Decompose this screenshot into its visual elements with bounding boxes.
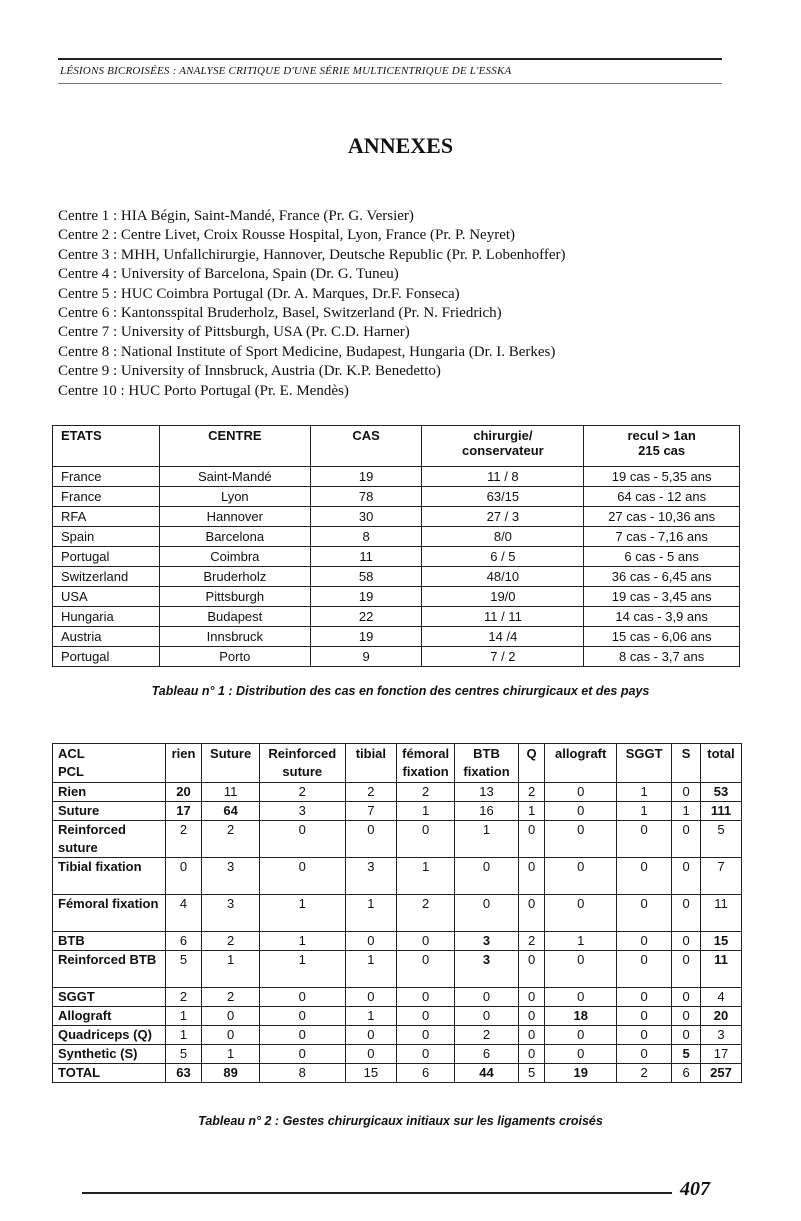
col-header-line1: Q: [526, 746, 537, 761]
col-header-chirurgie: [422, 426, 584, 467]
header-rule-bottom: [58, 83, 722, 84]
col-header-recul-line1: recul > 1an: [627, 428, 696, 443]
table-cell: 20: [165, 783, 202, 802]
table1-caption: Tableau n° 1 : Distribution des cas en fonction des centres chirurgicaux et des pays: [151, 684, 650, 698]
row-header: Rien: [53, 783, 166, 802]
table-cell: 0: [396, 1007, 454, 1026]
table-row: [53, 1007, 742, 1026]
table-cell: 0: [455, 988, 518, 1007]
table-cell: 3: [259, 802, 345, 821]
table-cell: 19: [545, 1064, 617, 1083]
table-cell: 0: [672, 783, 701, 802]
table-row: [53, 467, 740, 487]
cell-cas: 78: [310, 487, 422, 507]
table-cell: 1: [345, 951, 396, 988]
table-cell: 0: [345, 988, 396, 1007]
cell-centre: Lyon: [159, 487, 310, 507]
table-cell: 1: [202, 951, 259, 988]
table-cell: 5: [165, 1045, 202, 1064]
table-cell: 2: [396, 783, 454, 802]
table-cell: 0: [545, 821, 617, 858]
table-cell: 4: [165, 895, 202, 932]
table-row: [53, 547, 740, 567]
table-row: [53, 647, 740, 667]
table-cell: 0: [345, 1026, 396, 1045]
table-cell: 11: [700, 951, 741, 988]
col-header-line1: fémoral: [402, 746, 450, 761]
footer-rule: [82, 1192, 672, 1194]
table-cell: 2: [202, 932, 259, 951]
col-header-line1: rien: [171, 746, 196, 761]
table-cell: 2: [518, 783, 545, 802]
table-cell: 1: [165, 1026, 202, 1045]
table-cell: 0: [396, 1045, 454, 1064]
table-cell: 5: [518, 1064, 545, 1083]
centre-item: Centre 5 : HUC Coimbra Portugal (Dr. A. Marques, Dr.F. Fonseca): [58, 285, 460, 302]
table-cell: 20: [700, 1007, 741, 1026]
cell-cas: 19: [310, 587, 422, 607]
cell-chirurgie: 11 / 11: [422, 607, 584, 627]
row-header: Quadriceps (Q): [53, 1026, 166, 1045]
table-cell: 0: [617, 988, 672, 1007]
cell-cas: 19: [310, 627, 422, 647]
col-header: [202, 744, 259, 783]
table-cell: 0: [345, 1045, 396, 1064]
table-cell: 0: [672, 895, 701, 932]
header-rule-top: [58, 58, 722, 60]
table-cell: 0: [396, 932, 454, 951]
table-cell: 0: [455, 1007, 518, 1026]
table-row: [53, 1045, 742, 1064]
cell-cas: 8: [310, 527, 422, 547]
table-cell: 0: [396, 951, 454, 988]
table-row: [53, 1026, 742, 1045]
corner-header: [53, 744, 166, 783]
centre-item: Centre 6 : Kantonsspital Bruderholz, Basel, Switzerland (Pr. N. Friedrich): [58, 305, 502, 322]
table-cell: 0: [518, 951, 545, 988]
table-row: [53, 932, 742, 951]
table-cell: 0: [672, 1026, 701, 1045]
cell-etat: Austria: [53, 627, 160, 647]
cell-centre: Barcelona: [159, 527, 310, 547]
col-header-line2: suture: [282, 764, 323, 779]
cell-chirurgie: 8/0: [422, 527, 584, 547]
cell-cas: 22: [310, 607, 422, 627]
col-header: [396, 744, 454, 783]
col-header: [165, 744, 202, 783]
table-row: [53, 507, 740, 527]
table-cell: 0: [518, 1026, 545, 1045]
table-cell: 0: [345, 821, 396, 858]
surgery-table: [52, 743, 742, 1083]
table-cell: 0: [396, 821, 454, 858]
table-cell: 89: [202, 1064, 259, 1083]
table-row: [53, 567, 740, 587]
table-cell: 0: [617, 1007, 672, 1026]
col-header: [455, 744, 518, 783]
table-cell: 2: [202, 821, 259, 858]
table-cell: 63: [165, 1064, 202, 1083]
cell-recul: 36 cas - 6,45 ans: [584, 567, 740, 587]
table-cell: 5: [165, 951, 202, 988]
row-header: Suture: [53, 802, 166, 821]
cell-centre: Bruderholz: [159, 567, 310, 587]
table-cell: 2: [345, 783, 396, 802]
table-cell: 0: [545, 1045, 617, 1064]
cell-etat: Hungaria: [53, 607, 160, 627]
col-header: [259, 744, 345, 783]
row-header: Reinforced suture: [53, 821, 166, 858]
table-cell: 2: [202, 988, 259, 1007]
centre-item: Centre 4 : University of Barcelona, Spain (Dr. G. Tuneu): [58, 266, 399, 283]
table-cell: 7: [345, 802, 396, 821]
table-cell: 5: [700, 821, 741, 858]
cell-etat: Portugal: [53, 547, 160, 567]
table-row: [53, 587, 740, 607]
table-row: [53, 951, 742, 988]
table-cell: 18: [545, 1007, 617, 1026]
table-cell: 6: [455, 1045, 518, 1064]
table-cell: 0: [672, 951, 701, 988]
col-header-line1: Reinforced: [268, 746, 337, 761]
table-cell: 0: [617, 951, 672, 988]
table-cell: 0: [518, 895, 545, 932]
table-cell: 0: [165, 858, 202, 895]
table-cell: 44: [455, 1064, 518, 1083]
table-cell: 0: [259, 858, 345, 895]
table-cell: 0: [617, 821, 672, 858]
col-header-centre: CENTRE: [159, 426, 310, 467]
table-row: [53, 1064, 742, 1083]
centre-item: Centre 7 : University of Pittsburgh, USA (Pr. C.D. Harner): [58, 324, 410, 341]
col-header-line1: SGGT: [625, 746, 663, 761]
col-header-recul-line2: 215 cas: [638, 443, 686, 458]
table-cell: 0: [672, 821, 701, 858]
cell-cas: 19: [310, 467, 422, 487]
table-cell: 0: [455, 895, 518, 932]
cell-recul: 27 cas - 10,36 ans: [584, 507, 740, 527]
col-header: [345, 744, 396, 783]
col-header-line1: BTB: [473, 746, 500, 761]
col-header-line1: total: [707, 746, 735, 761]
table-cell: 0: [518, 821, 545, 858]
col-header: [518, 744, 545, 783]
corner-header-acl: ACL: [58, 746, 85, 761]
col-header-line2: fixation: [402, 764, 449, 779]
table-cell: 2: [455, 1026, 518, 1045]
cell-recul: 6 cas - 5 ans: [584, 547, 740, 567]
centres-list: [58, 207, 565, 401]
table-row: [53, 607, 740, 627]
centre-item: Centre 8 : National Institute of Sport Medicine, Budapest, Hungaria (Dr. I. Berkes): [58, 343, 556, 360]
centre-item: Centre 1 : HIA Bégin, Saint-Mandé, France (Pr. G. Versier): [58, 208, 414, 224]
table-cell: 0: [545, 858, 617, 895]
table-cell: 5: [672, 1045, 701, 1064]
cell-chirurgie: 6 / 5: [422, 547, 584, 567]
running-header: LÉSIONS BICROISÉES : ANALYSE CRITIQUE D'UNE SÉRIE MULTICENTRIQUE DE L'ESSKA: [60, 65, 512, 77]
table-cell: 0: [617, 895, 672, 932]
table-cell: 1: [617, 783, 672, 802]
table-cell: 0: [672, 932, 701, 951]
table-cell: 6: [396, 1064, 454, 1083]
table-cell: 0: [259, 1007, 345, 1026]
table-cell: 2: [165, 821, 202, 858]
cell-chirurgie: 14 /4: [422, 627, 584, 647]
table-cell: 3: [345, 858, 396, 895]
table2-caption: Tableau n° 2 : Gestes chirurgicaux initiaux sur les ligaments croisés: [198, 1114, 603, 1128]
table-cell: 0: [202, 1007, 259, 1026]
table-cell: 0: [259, 1045, 345, 1064]
table-cell: 0: [259, 1026, 345, 1045]
table-cell: 1: [672, 802, 701, 821]
cell-centre: Pittsburgh: [159, 587, 310, 607]
table-cell: 2: [617, 1064, 672, 1083]
distribution-table: [52, 425, 740, 667]
table-cell: 0: [545, 1026, 617, 1045]
table-cell: 3: [455, 932, 518, 951]
col-header-chirurgie-line2: conservateur: [462, 443, 544, 458]
row-header: Tibial fixation: [53, 858, 166, 895]
table-cell: 0: [202, 1026, 259, 1045]
cell-centre: Hannover: [159, 507, 310, 527]
cell-etat: Spain: [53, 527, 160, 547]
col-header-recul: [584, 426, 740, 467]
table-cell: 11: [202, 783, 259, 802]
cell-centre: Coimbra: [159, 547, 310, 567]
table-cell: 0: [545, 783, 617, 802]
table-cell: 0: [259, 988, 345, 1007]
cell-chirurgie: 19/0: [422, 587, 584, 607]
table-row: [53, 895, 742, 932]
table-cell: 0: [545, 951, 617, 988]
table-row: [53, 527, 740, 547]
table-cell: 1: [345, 1007, 396, 1026]
table-cell: 0: [545, 895, 617, 932]
cell-chirurgie: 11 / 8: [422, 467, 584, 487]
col-header-chirurgie-line1: chirurgie/: [473, 428, 533, 443]
table-cell: 0: [345, 932, 396, 951]
cell-recul: 14 cas - 3,9 ans: [584, 607, 740, 627]
table-cell: 1: [617, 802, 672, 821]
table-cell: 0: [518, 1045, 545, 1064]
col-header-line1: S: [681, 746, 691, 761]
table-cell: 1: [202, 1045, 259, 1064]
row-header: SGGT: [53, 988, 166, 1007]
table-cell: 0: [259, 821, 345, 858]
cell-centre: Innsbruck: [159, 627, 310, 647]
cell-recul: 64 cas - 12 ans: [584, 487, 740, 507]
table-cell: 0: [545, 802, 617, 821]
col-header: [545, 744, 617, 783]
table-cell: 64: [202, 802, 259, 821]
cell-etat: Switzerland: [53, 567, 160, 587]
table-cell: 8: [259, 1064, 345, 1083]
table-cell: 53: [700, 783, 741, 802]
page-number: 407: [680, 1178, 710, 1200]
cell-cas: 9: [310, 647, 422, 667]
cell-centre: Porto: [159, 647, 310, 667]
row-header: Synthetic (S): [53, 1045, 166, 1064]
table-cell: 15: [345, 1064, 396, 1083]
cell-etat: RFA: [53, 507, 160, 527]
table-cell: 0: [455, 858, 518, 895]
table-cell: 0: [672, 1007, 701, 1026]
cell-chirurgie: 27 / 3: [422, 507, 584, 527]
corner-header-pcl: PCL: [58, 764, 84, 779]
table-cell: 1: [345, 895, 396, 932]
table-row: [53, 858, 742, 895]
table-cell: 1: [259, 951, 345, 988]
cell-recul: 8 cas - 3,7 ans: [584, 647, 740, 667]
table-cell: 0: [545, 988, 617, 1007]
col-header-line1: Suture: [210, 746, 252, 761]
table-cell: 1: [396, 858, 454, 895]
cell-recul: 7 cas - 7,16 ans: [584, 527, 740, 547]
table-cell: 17: [165, 802, 202, 821]
table-cell: 1: [518, 802, 545, 821]
table-cell: 17: [700, 1045, 741, 1064]
table-cell: 1: [259, 932, 345, 951]
page-title: ANNEXES: [347, 133, 454, 158]
row-header: BTB: [53, 932, 166, 951]
table-cell: 0: [617, 858, 672, 895]
cell-chirurgie: 63/15: [422, 487, 584, 507]
row-header: TOTAL: [53, 1064, 166, 1083]
table-cell: 3: [455, 951, 518, 988]
col-header: [700, 744, 741, 783]
table-row: [53, 802, 742, 821]
table-cell: 0: [672, 858, 701, 895]
centre-item: Centre 2 : Centre Livet, Croix Rousse Hospital, Lyon, France (Pr. P. Neyret): [58, 227, 516, 244]
cell-etat: Portugal: [53, 647, 160, 667]
table-cell: 2: [165, 988, 202, 1007]
cell-chirurgie: 48/10: [422, 567, 584, 587]
table-row: [53, 487, 740, 507]
row-header: Reinforced BTB: [53, 951, 166, 988]
table-cell: 13: [455, 783, 518, 802]
table-cell: 0: [518, 988, 545, 1007]
table-cell: 1: [545, 932, 617, 951]
col-header-etats: ETATS: [53, 426, 160, 467]
table-cell: 257: [700, 1064, 741, 1083]
table-cell: 0: [617, 932, 672, 951]
table-header-row: [53, 744, 742, 783]
centre-item: Centre 3 : MHH, Unfallchirurgie, Hannover, Deutsche Republic (Pr. P. Lobenhoffer): [58, 246, 566, 263]
row-header: Fémoral fixation: [53, 895, 166, 932]
cell-cas: 11: [310, 547, 422, 567]
table-cell: 2: [396, 895, 454, 932]
table-cell: 0: [396, 1026, 454, 1045]
col-header: [672, 744, 701, 783]
col-header: [617, 744, 672, 783]
table-cell: 0: [617, 1026, 672, 1045]
cell-chirurgie: 7 / 2: [422, 647, 584, 667]
table-cell: 0: [518, 858, 545, 895]
cell-recul: 19 cas - 5,35 ans: [584, 467, 740, 487]
table-row: [53, 988, 742, 1007]
table-cell: 3: [202, 858, 259, 895]
table-row: [53, 783, 742, 802]
table-cell: 3: [700, 1026, 741, 1045]
cell-centre: Saint-Mandé: [159, 467, 310, 487]
cell-recul: 19 cas - 3,45 ans: [584, 587, 740, 607]
table-cell: 0: [518, 1007, 545, 1026]
table-row: [53, 627, 740, 647]
table-header-row: [53, 426, 740, 467]
table-cell: 16: [455, 802, 518, 821]
col-header-line1: tibial: [355, 746, 387, 761]
cell-etat: USA: [53, 587, 160, 607]
table-cell: 1: [455, 821, 518, 858]
table-cell: 0: [617, 1045, 672, 1064]
table-row: [53, 821, 742, 858]
col-header-line2: fixation: [463, 764, 510, 779]
cell-cas: 30: [310, 507, 422, 527]
col-header-cas: CAS: [310, 426, 422, 467]
cell-etat: France: [53, 467, 160, 487]
table-cell: 0: [672, 988, 701, 1007]
table-cell: 3: [202, 895, 259, 932]
cell-etat: France: [53, 487, 160, 507]
table-cell: 0: [396, 988, 454, 1007]
table-cell: 4: [700, 988, 741, 1007]
centre-item: Centre 9 : University of Innsbruck, Austria (Dr. K.P. Benedetto): [58, 363, 441, 380]
cell-centre: Budapest: [159, 607, 310, 627]
table-cell: 1: [165, 1007, 202, 1026]
cell-cas: 58: [310, 567, 422, 587]
table-cell: 1: [259, 895, 345, 932]
table-cell: 15: [700, 932, 741, 951]
cell-recul: 15 cas - 6,06 ans: [584, 627, 740, 647]
centre-item: Centre 10 : HUC Porto Portugal (Pr. E. Mendès): [58, 382, 349, 399]
table-cell: 1: [396, 802, 454, 821]
col-header-line1: allograft: [555, 746, 607, 761]
table-cell: 6: [165, 932, 202, 951]
table-cell: 2: [259, 783, 345, 802]
table-cell: 6: [672, 1064, 701, 1083]
table-cell: 2: [518, 932, 545, 951]
table-cell: 7: [700, 858, 741, 895]
row-header: Allograft: [53, 1007, 166, 1026]
table-cell: 111: [700, 802, 741, 821]
table-cell: 11: [700, 895, 741, 932]
